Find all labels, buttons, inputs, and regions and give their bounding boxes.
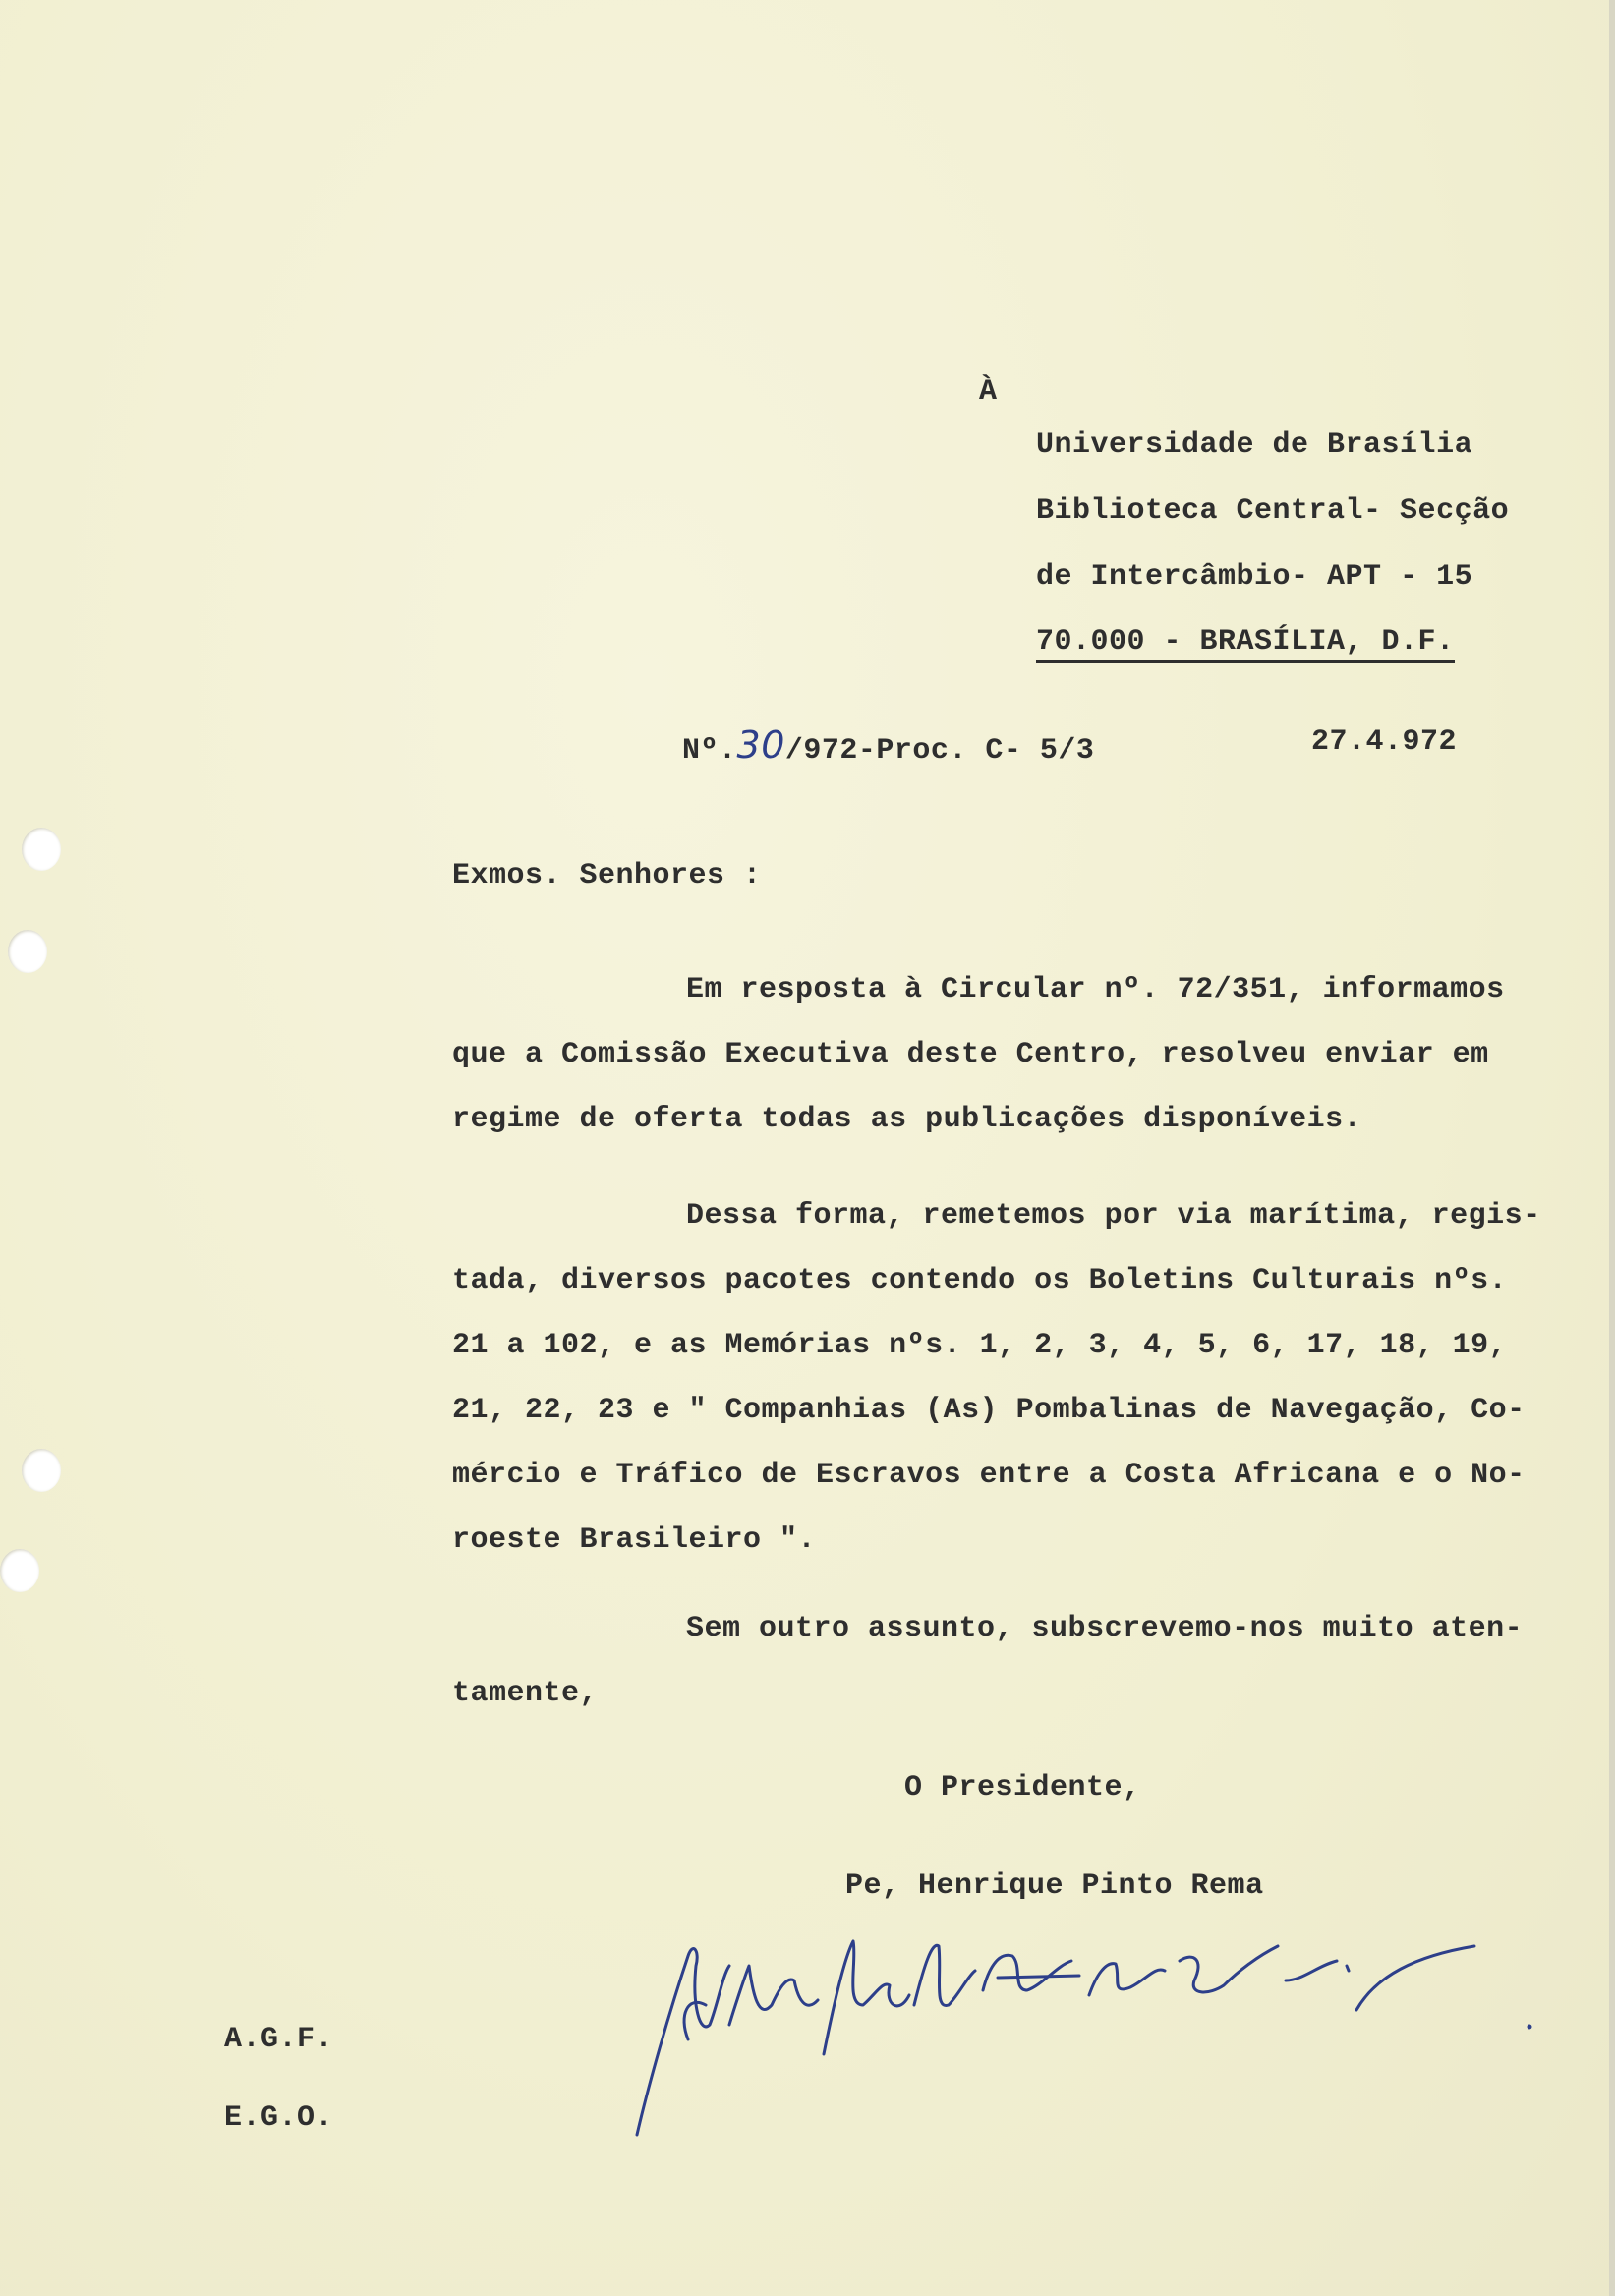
paragraph-line: tamente,	[452, 1677, 599, 1710]
paragraph-line: Sem outro assunto, subscrevemo-nos muito aten-	[686, 1612, 1524, 1645]
paragraph-line: Dessa forma, remetemos por via marítima, regis-	[686, 1199, 1541, 1233]
paragraph-line: mércio e Tráfico de Escravos entre a Costa Africana e o No-	[452, 1459, 1526, 1492]
address-line: de Intercâmbio- APT - 15	[1036, 560, 1473, 594]
reference-suffix: /972-Proc. C- 5/3	[784, 734, 1095, 768]
paragraph-line: roeste Brasileiro ".	[452, 1523, 817, 1557]
paragraph-line: tada, diversos pacotes contendo os Boletins Culturais nºs.	[452, 1264, 1508, 1297]
letter-date: 27.4.972	[1311, 725, 1458, 759]
initials: E.G.O.	[224, 2101, 334, 2135]
handwritten-reference-number: 30	[736, 723, 785, 767]
initials: A.G.F.	[224, 2023, 334, 2056]
reference-prefix: Nº.	[682, 734, 737, 768]
signatory-name: Pe, Henrique Pinto Rema	[845, 1869, 1264, 1903]
address-line: Biblioteca Central- Secção	[1036, 494, 1510, 528]
paragraph-line: 21 a 102, e as Memórias nºs. 1, 2, 3, 4, 5, 6, 17, 18, 19,	[452, 1329, 1508, 1362]
paragraph-line: Em resposta à Circular nº. 72/351, informamos	[686, 973, 1505, 1006]
paragraph-line: 21, 22, 23 e " Companhias (As) Pombalinas de Navegação, Co-	[452, 1394, 1526, 1427]
address-line: Universidade de Brasília	[1036, 429, 1473, 462]
salutation: Exmos. Senhores :	[452, 859, 762, 892]
paragraph-line: regime de oferta todas as publicações disponíveis.	[452, 1103, 1362, 1136]
address-line: 70.000 - BRASÍLIA, D.F.	[1036, 625, 1455, 663]
paragraph-line: que a Comissão Executiva deste Centro, resolveu enviar em	[452, 1038, 1489, 1071]
address-prefix: À	[979, 375, 998, 409]
closing-title: O Presidente,	[904, 1771, 1141, 1805]
